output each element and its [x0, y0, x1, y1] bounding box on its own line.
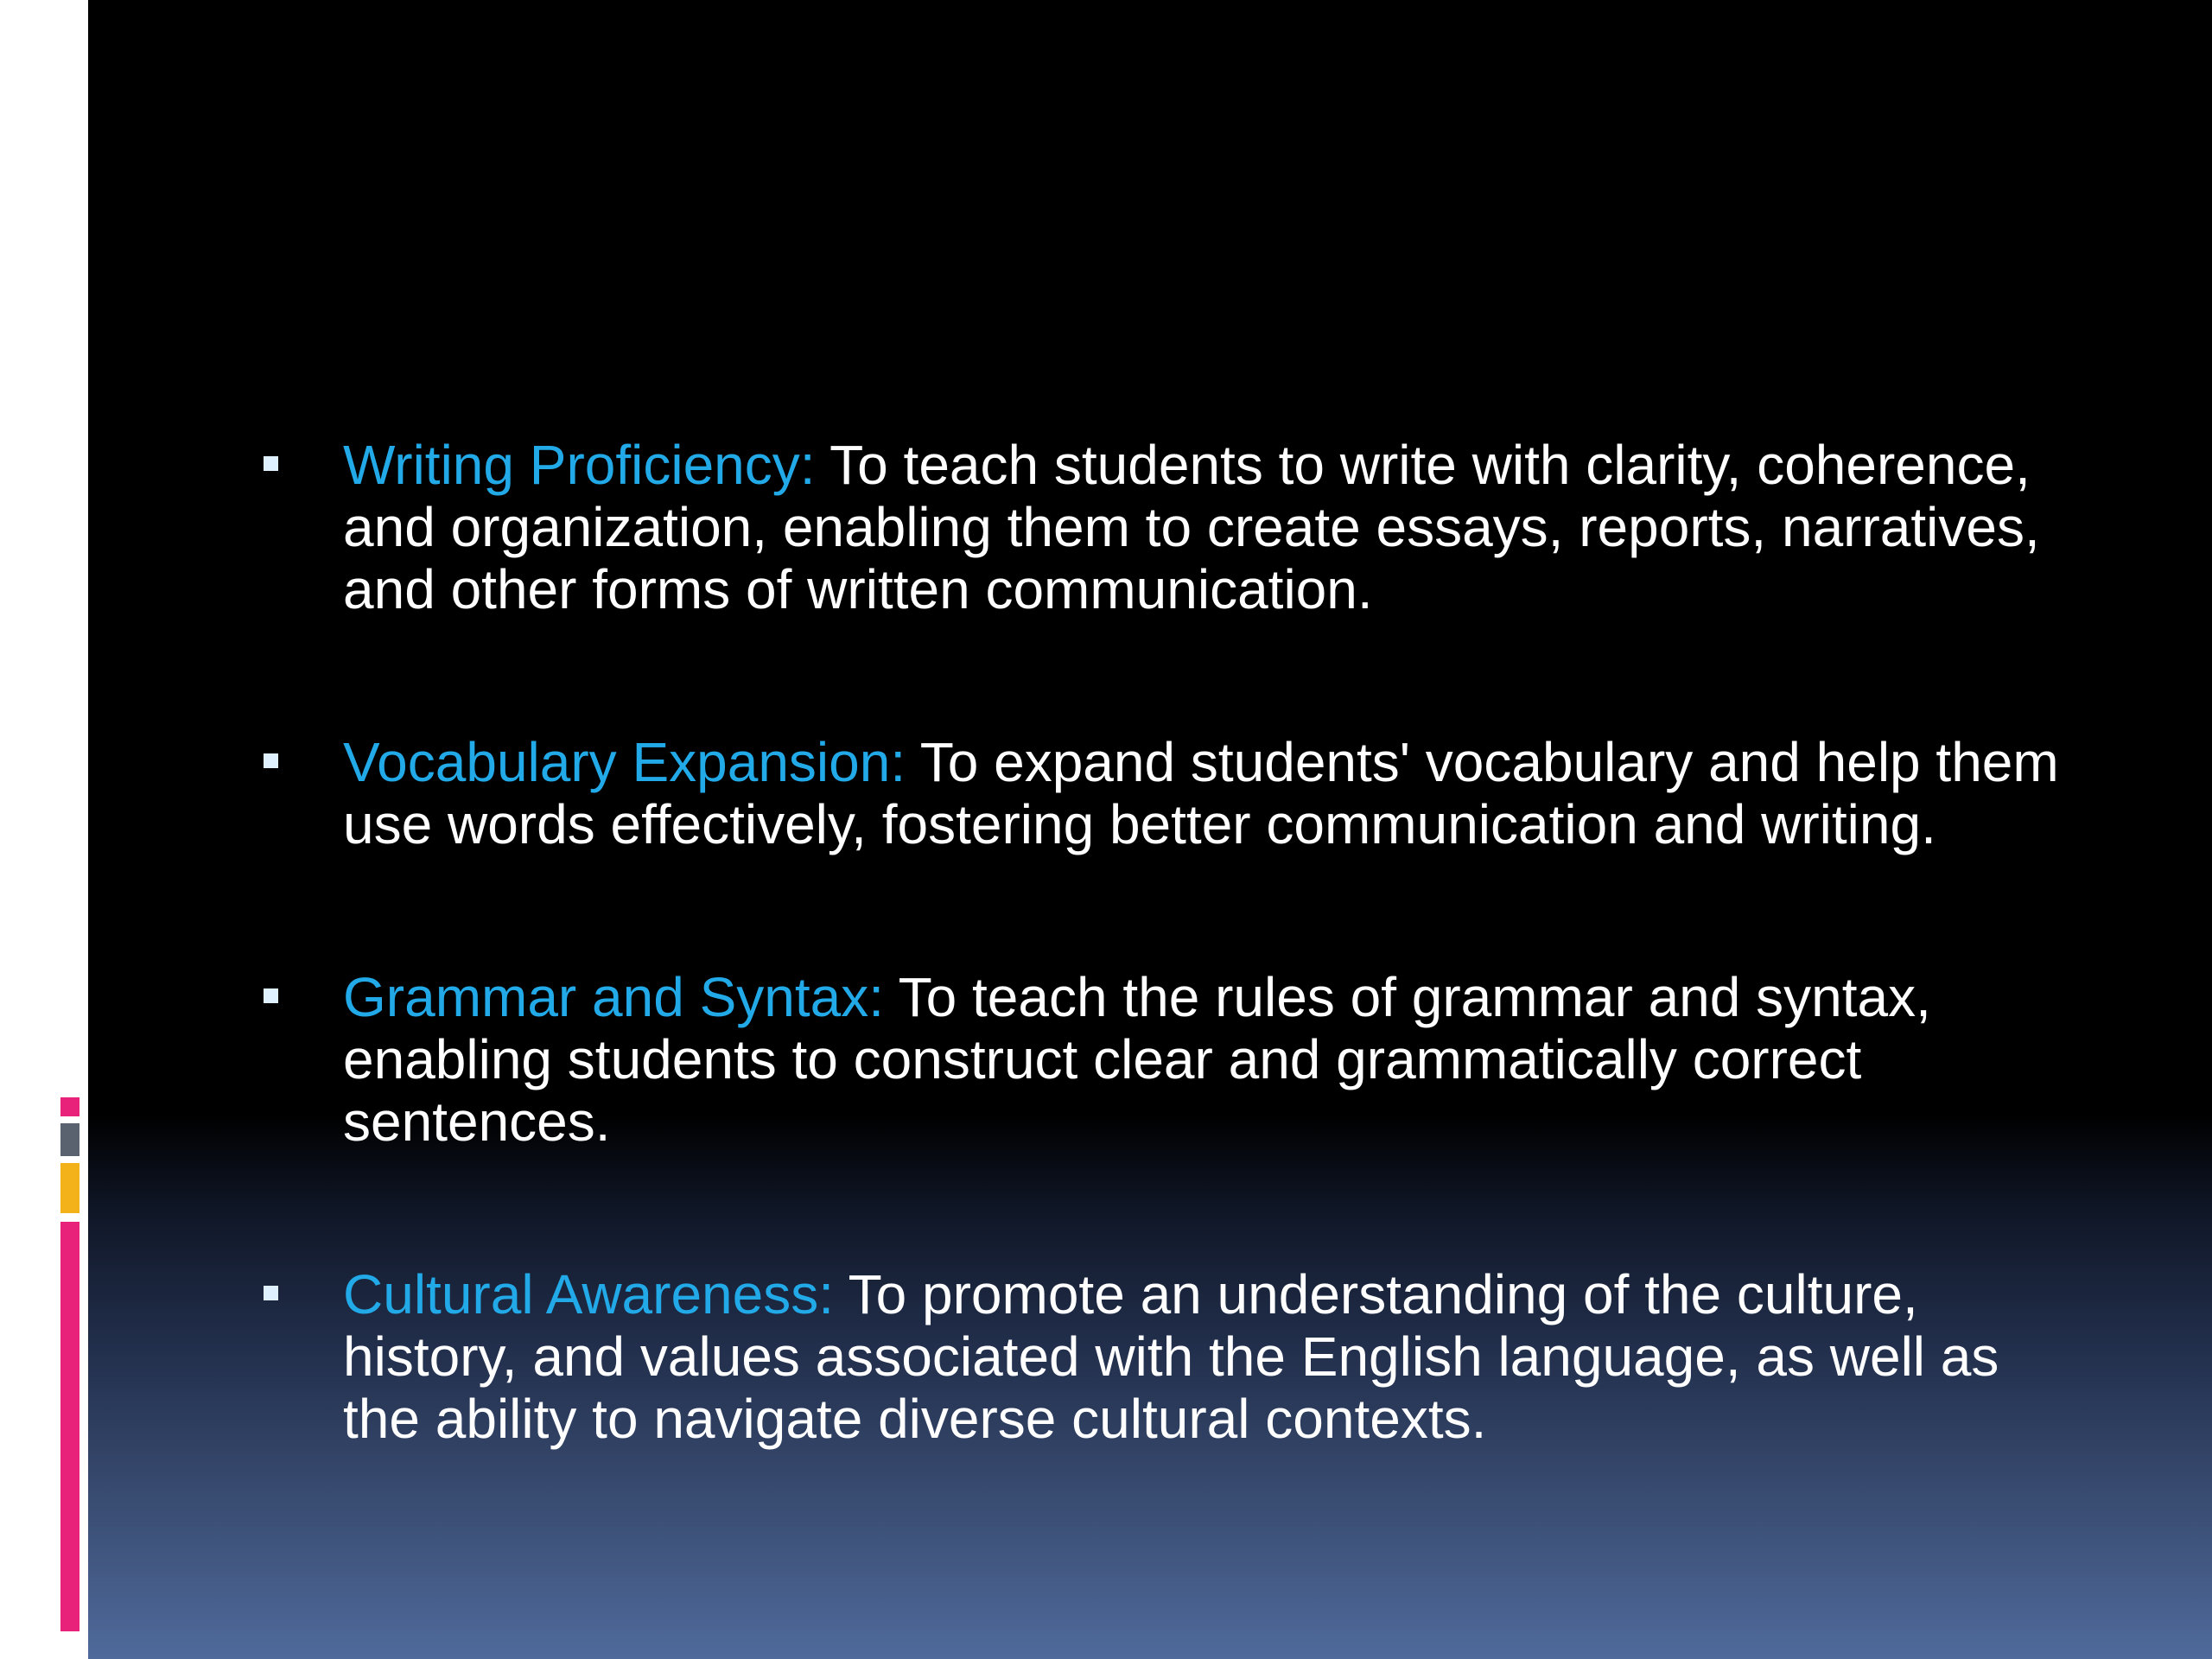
bullet-term: Vocabulary Expansion: — [343, 731, 920, 793]
bullet-term: Cultural Awareness: — [343, 1263, 849, 1325]
accent-bar-pink-small — [60, 1097, 79, 1116]
bullet-text: To expand students' vocabulary and help them use words effectively, fostering better communication and writing. — [343, 731, 2059, 855]
square-bullet-icon — [264, 1286, 278, 1300]
square-bullet-icon — [264, 753, 278, 768]
bullet-term: Grammar and Syntax: — [343, 966, 899, 1028]
bullet-text: To teach students to write with clarity, coherence, and organization, enabling them to create essays, reports, narratives, and other forms of written communication. — [343, 434, 2040, 620]
bullet-text: To promote an understanding of the culture, history, and values associated with the English language, as well as the ability to navigate diverse cultural contexts. — [343, 1263, 1999, 1450]
square-bullet-icon — [264, 456, 278, 471]
bullet-term: Writing Proficiency: — [343, 434, 830, 496]
square-bullet-icon — [264, 988, 278, 1003]
accent-bar-pink-long — [60, 1222, 79, 1631]
bullet-item — [255, 1263, 2087, 1450]
bullet-item — [255, 731, 2087, 855]
bullet-list — [255, 434, 2087, 1450]
bullet-text: To teach the rules of grammar and syntax, enabling students to construct clear and grammatically correct sentences. — [343, 966, 1931, 1153]
bullet-item — [255, 434, 2087, 620]
accent-bar-gray — [60, 1123, 79, 1156]
accent-bar-orange — [60, 1163, 79, 1213]
vertical-bars-icon — [50, 164, 88, 254]
bullet-item — [255, 966, 2087, 1153]
